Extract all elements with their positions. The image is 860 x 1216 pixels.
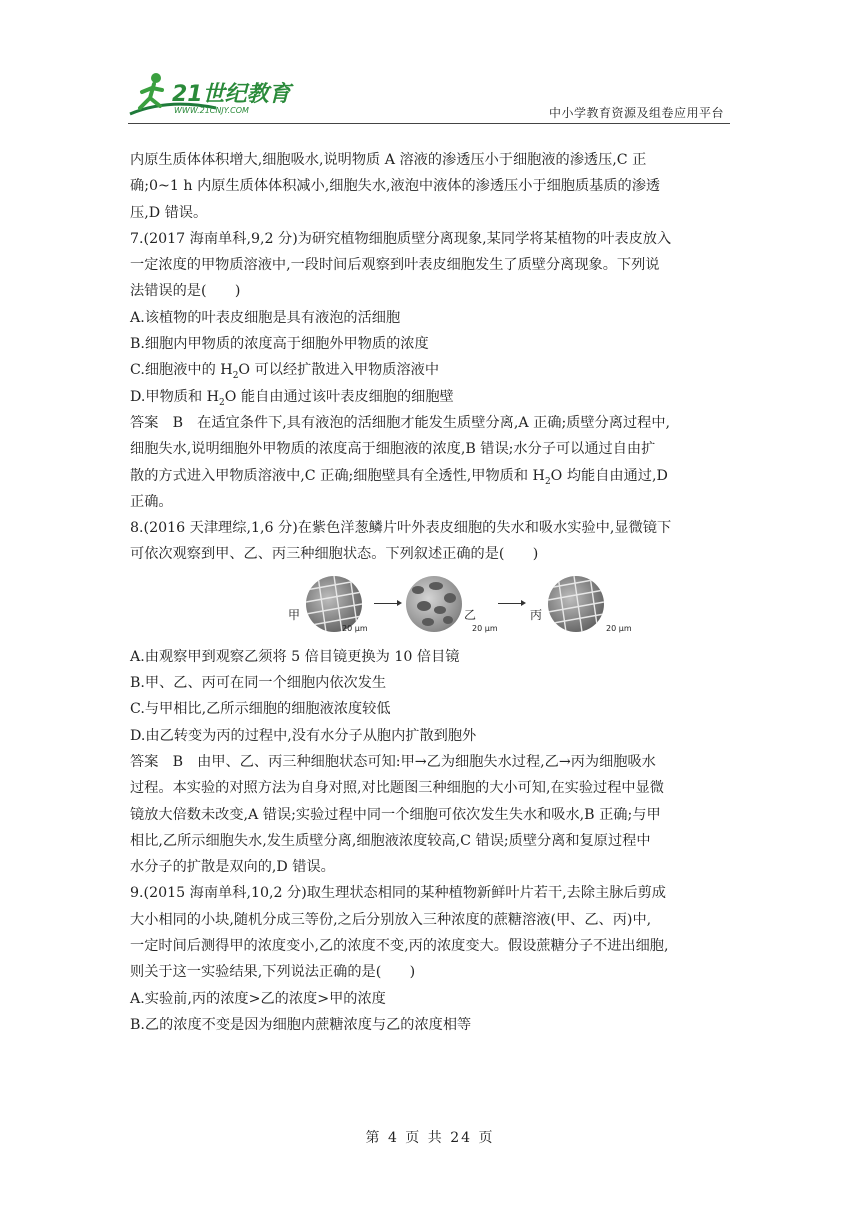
scale-bar-jia: 20 μm (342, 623, 368, 633)
question-7-stem: 一定浓度的甲物质溶液中,一段时间后观察到叶表皮细胞发生了质壁分离现象。下列说 (130, 257, 660, 274)
answer-8: 答案 B 由甲、乙、丙三种细胞状态可知:甲→乙为细胞失水过程,乙→丙为细胞吸水 (130, 753, 656, 770)
header-divider (128, 123, 730, 124)
answer-7: 答案 B 在适宜条件下,具有液泡的活细胞才能发生质壁分离,A 正确;质壁分离过程中, (130, 414, 671, 431)
answer-7: 细胞失水,说明细胞外甲物质的浓度高于细胞液的浓度,B 错误;水分子可以通过自由扩 (130, 441, 656, 458)
logo-text: 21世纪教育 (172, 82, 291, 107)
question-8-stem: 8.(2016 天津理综,1,6 分)在紫色洋葱鳞片叶外表皮细胞的失水和吸水实验中,显微镜下 (130, 520, 672, 537)
text-line: 内原生质体体积增大,细胞吸水,说明物质 A 溶液的渗透压小于细胞液的渗透压,C 正 (130, 152, 647, 168)
option-d: D.甲物质和 $H_2O$ 能自由通过该叶表皮细胞的细胞壁 (130, 388, 454, 408)
question-7-stem: 7.(2017 海南单科,9,2 分)为研究植物细胞质壁分离现象,某同学将某植物的叶表皮放入 (130, 230, 672, 247)
question-7-stem: 法错误的是( ) (130, 283, 241, 300)
page-header (128, 68, 730, 124)
answer-8: 水分子的扩散是双向的,D 错误。 (130, 859, 335, 876)
question-8-stem: 可依次观察到甲、乙、丙三种细胞状态。下列叙述正确的是( ) (130, 546, 539, 563)
question-9-stem: 一定时间后测得甲的浓度变小,乙的浓度不变,丙的浓度变大。假设蔗糖分子不进出细胞, (130, 938, 669, 955)
site-logo (128, 68, 298, 118)
logo-url: WWW.21CNJY.COM (174, 106, 249, 115)
micrograph-yi (406, 576, 462, 632)
arrow-icon (498, 603, 524, 604)
scale-bar-yi: 20 μm (472, 623, 498, 633)
page-number: 第 4 页 共 24 页 (365, 1130, 495, 1146)
scale-bar-bing: 20 μm (606, 623, 632, 633)
option-a: A.该植物的叶表皮细胞是具有液泡的活细胞 (130, 309, 401, 326)
answer-8: 过程。本实验的对照方法为自身对照,对比题图三种细胞的大小可知,在实验过程中显微 (130, 780, 664, 797)
answer-8: 镜放大倍数未改变,A 错误;实验过程中同一个细胞可依次发生失水和吸水,B 正确;与甲 (130, 806, 661, 823)
option-b: B.细胞内甲物质的浓度高于细胞外甲物质的浓度 (130, 336, 429, 353)
micrograph-bing (548, 576, 604, 632)
arrow-icon (374, 603, 400, 604)
answer-8: 相比,乙所示细胞失水,发生质壁分离,细胞液浓度较高,C 错误;质壁分离和复原过程中 (130, 832, 651, 849)
answer-7: 正确。 (130, 493, 173, 510)
platform-name: 中小学教育资源及组卷应用平台 (548, 106, 724, 120)
option-b: B.乙的浓度不变是因为细胞内蔗糖浓度与乙的浓度相等 (130, 1016, 472, 1033)
text-line: 确;0~1 h 内原生质体体积减小,细胞失水,液泡中液体的渗透压小于细胞质基质的渗透 (130, 178, 661, 195)
option-b: B.甲、乙、丙可在同一个细胞内依次发生 (130, 675, 387, 692)
option-a: A.实验前,丙的浓度>乙的浓度>甲的浓度 (130, 990, 386, 1007)
label-jia: 甲 (288, 607, 301, 622)
option-c: C.与甲相比,乙所示细胞的细胞液浓度较低 (130, 701, 391, 718)
document-body (130, 147, 738, 1038)
microscope-figure (130, 576, 738, 640)
option-d: D.由乙转变为丙的过程中,没有水分子从胞内扩散到胞外 (130, 727, 477, 744)
text-line: 压,D 错误。 (130, 204, 208, 221)
question-9-stem: 则关于这一实验结果,下列说法正确的是( ) (130, 964, 416, 981)
label-yi: 乙 (464, 607, 477, 622)
option-c: C.细胞液中的 $H_2O$ 可以经扩散进入甲物质溶液中 (130, 362, 440, 382)
question-9-stem: 大小相同的小块,随机分成三等份,之后分别放入三种浓度的蔗糖溶液(甲、乙、丙)中, (130, 911, 652, 928)
label-bing: 丙 (530, 607, 543, 622)
option-a: A.由观察甲到观察乙须将 5 倍目镜更换为 10 倍目镜 (130, 648, 460, 665)
answer-7: 散的方式进入甲物质溶液中,C 正确;细胞壁具有全透性,甲物质和 $H_2O$ 均能自由通过,D (130, 467, 668, 487)
question-9-stem: 9.(2015 海南单科,10,2 分)取生理状态相同的某种植物新鲜叶片若干,去除主脉后剪成 (130, 885, 666, 902)
